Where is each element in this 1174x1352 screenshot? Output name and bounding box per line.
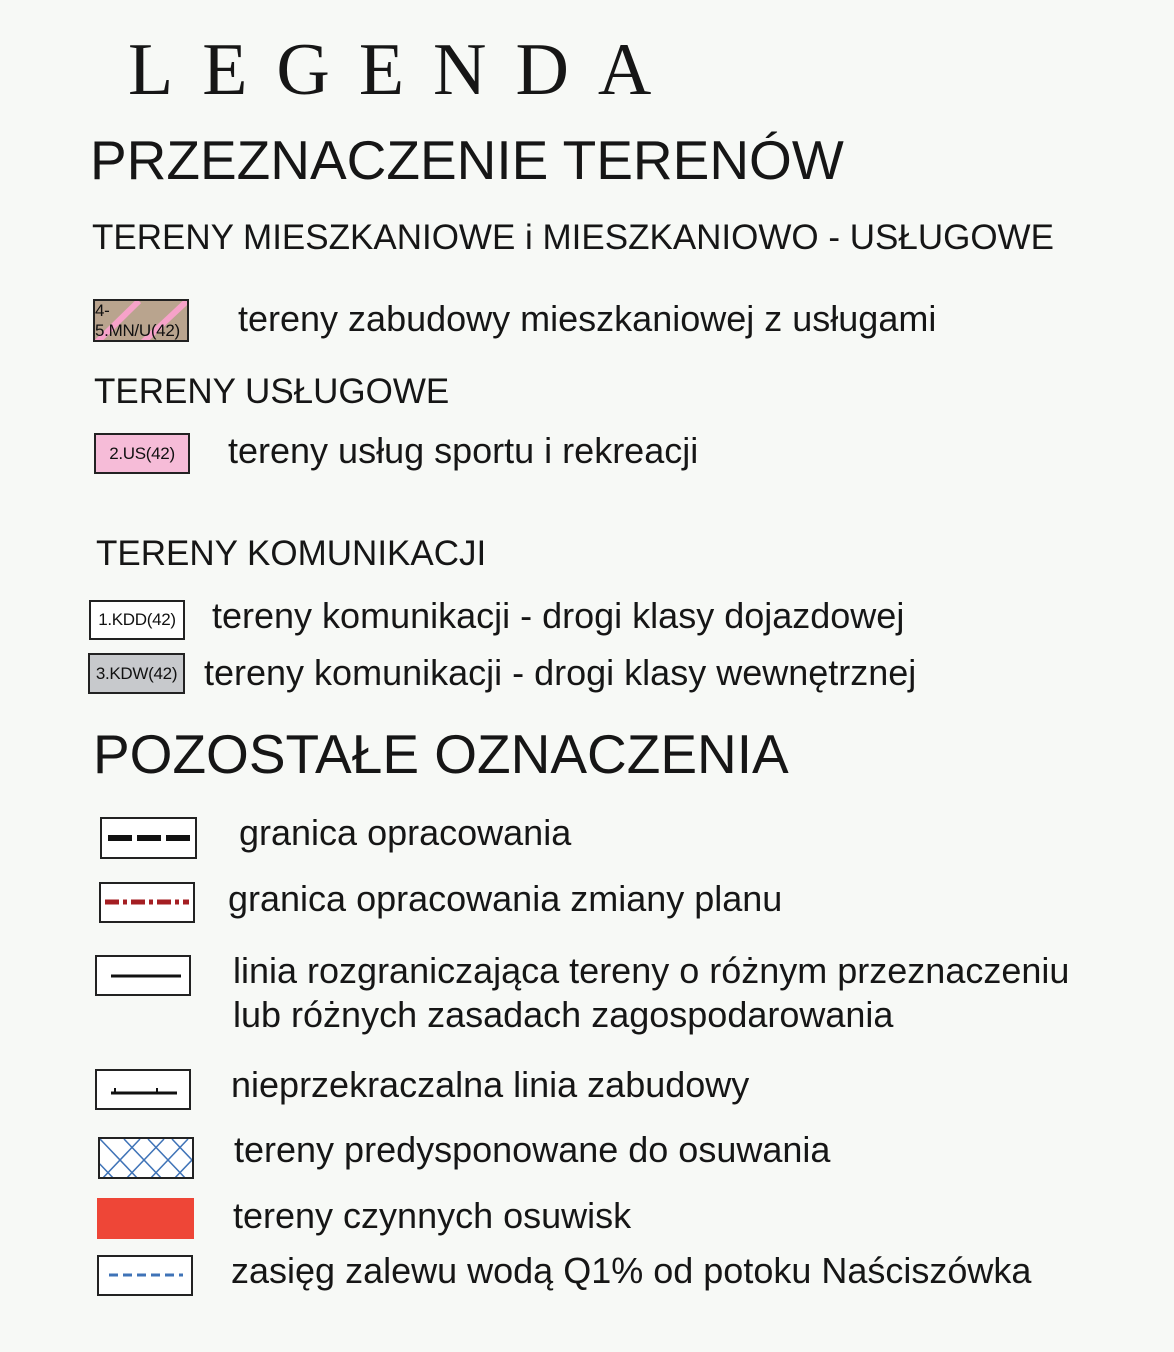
swatch-mn-u	[93, 299, 189, 342]
other-heading: POZOSTAŁE OZNACZENIA	[93, 723, 789, 785]
legend-title: LEGENDA	[128, 29, 681, 111]
label-plan-change-boundary: granica opracowania zmiany planu	[228, 878, 783, 919]
transport-heading: TERENY KOMUNIKACJI	[96, 534, 487, 573]
code-kdw: 3.KDW(42)	[95, 663, 178, 683]
label-demarcation-line-2: lub różnych zasadach zagospodarowania	[233, 994, 894, 1035]
label-us: tereny usług sportu i rekreacji	[228, 430, 699, 471]
label-kdd: tereny komunikacji - drogi klasy dojazdowej	[212, 595, 905, 636]
swatch-us	[94, 433, 190, 474]
code-us: 2.US(42)	[109, 443, 175, 463]
code-kdd: 1.KDD(42)	[98, 610, 176, 629]
label-demarcation-line-1: linia rozgraniczająca tereny o różnym przeznaczeniu	[233, 950, 1070, 991]
label-kdw: tereny komunikacji - drogi klasy wewnętrznej	[204, 652, 917, 693]
symbol-study-boundary	[100, 817, 197, 859]
swatch-kdd	[89, 600, 185, 640]
label-mn-u: tereny zabudowy mieszkaniowej z usługami	[238, 298, 937, 339]
symbol-demarcation-line	[95, 955, 191, 996]
services-heading: TERENY USŁUGOWE	[94, 372, 450, 411]
label-flood-range: zasięg zalewu wodą Q1% od potoku Naściszówka	[231, 1250, 1032, 1291]
label-active-landslide: tereny czynnych osuwisk	[233, 1195, 632, 1236]
residential-heading: TERENY MIESZKANIOWE i MIESZKANIOWO - USŁUGOWE	[92, 218, 1054, 257]
symbol-active-landslide	[97, 1198, 194, 1239]
symbol-flood-range	[97, 1255, 193, 1296]
code-mn-u: 4-5.MN/U(42)	[95, 300, 180, 340]
symbol-building-line	[95, 1069, 191, 1110]
land-use-heading: PRZEZNACZENIE TERENÓW	[90, 129, 844, 191]
swatch-kdw	[88, 653, 185, 694]
label-landslide-prone: tereny predysponowane do osuwania	[234, 1129, 831, 1170]
label-building-line: nieprzekraczalna linia zabudowy	[231, 1064, 750, 1105]
symbol-plan-change-boundary	[99, 882, 195, 923]
label-study-boundary: granica opracowania	[239, 812, 572, 853]
symbol-landslide-prone	[98, 1137, 194, 1179]
